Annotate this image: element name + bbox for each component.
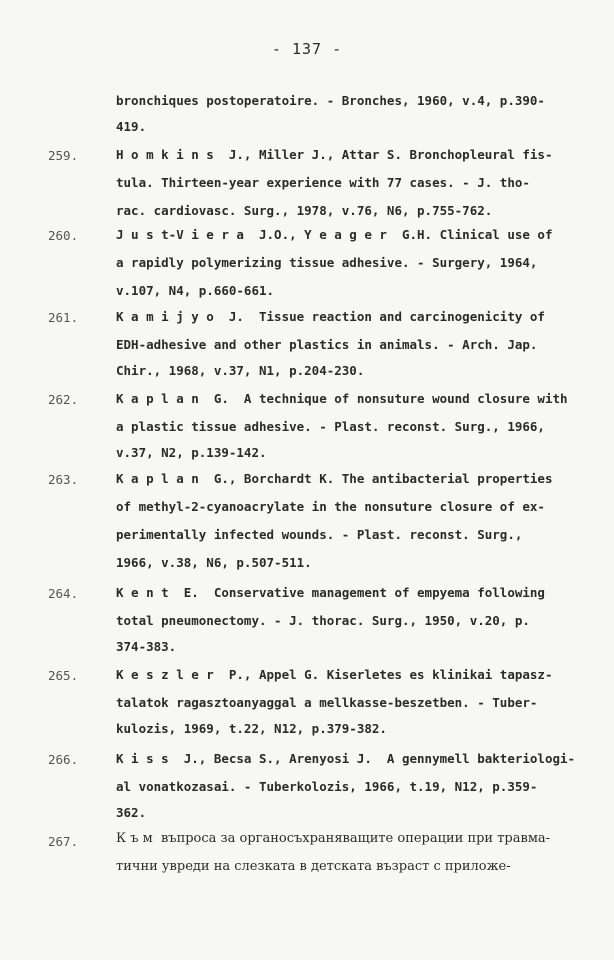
- reference-line: tula. Thirteen-year experience with 77 cases. - J. tho-: [116, 175, 530, 190]
- reference-line: total pneumonectomy. - J. thorac. Surg., 1950, v.20, p.: [116, 613, 530, 628]
- reference-line: K a p l a n G. A technique of nonsuture wound closure with: [116, 391, 568, 406]
- reference-line: v.107, N4, p.660-661.: [116, 283, 275, 298]
- reference-line: Chir., 1968, v.37, N1, p.204-230.: [116, 363, 365, 378]
- reference-number: 265.: [48, 668, 79, 683]
- reference-number: 266.: [48, 752, 79, 767]
- reference-line: al vonatkozasai. - Tuberkolozis, 1966, t.19, N12, p.359-: [116, 779, 538, 794]
- reference-number: 263.: [48, 472, 79, 487]
- reference-line: v.37, N2, p.139-142.: [116, 445, 267, 460]
- reference-line: 1966, v.38, N6, p.507-511.: [116, 555, 312, 570]
- reference-number: 260.: [48, 228, 79, 243]
- reference-line: bronchiques postoperatoire. - Bronches, 1960, v.4, p.390-: [116, 93, 545, 108]
- reference-line: a plastic tissue adhesive. - Plast. reconst. Surg., 1966,: [116, 419, 545, 434]
- reference-line: a rapidly polymerizing tissue adhesive. - Surgery, 1964,: [116, 255, 538, 270]
- reference-number: 259.: [48, 148, 79, 163]
- reference-line: kulozis, 1969, t.22, N12, p.379-382.: [116, 721, 387, 736]
- reference-number: 267.: [48, 834, 79, 849]
- reference-line: J u s t-V i e r a J.O., Y e a g e r G.H. Clinical use of: [116, 227, 553, 242]
- reference-number: 261.: [48, 310, 79, 325]
- reference-line: H o m k i n s J., Miller J., Attar S. Bronchopleural fis-: [116, 147, 553, 162]
- reference-line: talatok ragasztoanyaggal a mellkasse-beszetben. - Tuber-: [116, 695, 538, 710]
- reference-line: тични увреди на слезката в детската възраст с приложе-: [116, 859, 511, 874]
- reference-line: 374-383.: [116, 639, 177, 654]
- reference-line: K e n t E. Conservative management of empyema following: [116, 585, 545, 600]
- page-number: - 137 -: [271, 40, 343, 58]
- reference-line: EDH-adhesive and other plastics in animals. - Arch. Jap.: [116, 337, 538, 352]
- reference-line: 419.: [116, 119, 147, 134]
- reference-line: K e s z l e r P., Appel G. Kiserletes es klinikai tapasz-: [116, 667, 553, 682]
- reference-line: 362.: [116, 805, 147, 820]
- reference-number: 264.: [48, 586, 79, 601]
- reference-line: K a m i j y o J. Tissue reaction and carcinogenicity of: [116, 309, 545, 324]
- reference-line: К ъ м въпроса за органосъхраняващите операции при травма-: [116, 831, 551, 846]
- reference-line: perimentally infected wounds. - Plast. reconst. Surg.,: [116, 527, 523, 542]
- reference-number: 262.: [48, 392, 79, 407]
- reference-line: K a p l a n G., Borchardt K. The antibacterial properties: [116, 471, 553, 486]
- reference-line: K i s s J., Becsa S., Arenyosi J. A gennymell bakteriologi-: [116, 751, 576, 766]
- reference-line: rac. cardiovasc. Surg., 1978, v.76, N6, p.755-762.: [116, 203, 493, 218]
- reference-line: of methyl-2-cyanoacrylate in the nonsuture closure of ex-: [116, 499, 545, 514]
